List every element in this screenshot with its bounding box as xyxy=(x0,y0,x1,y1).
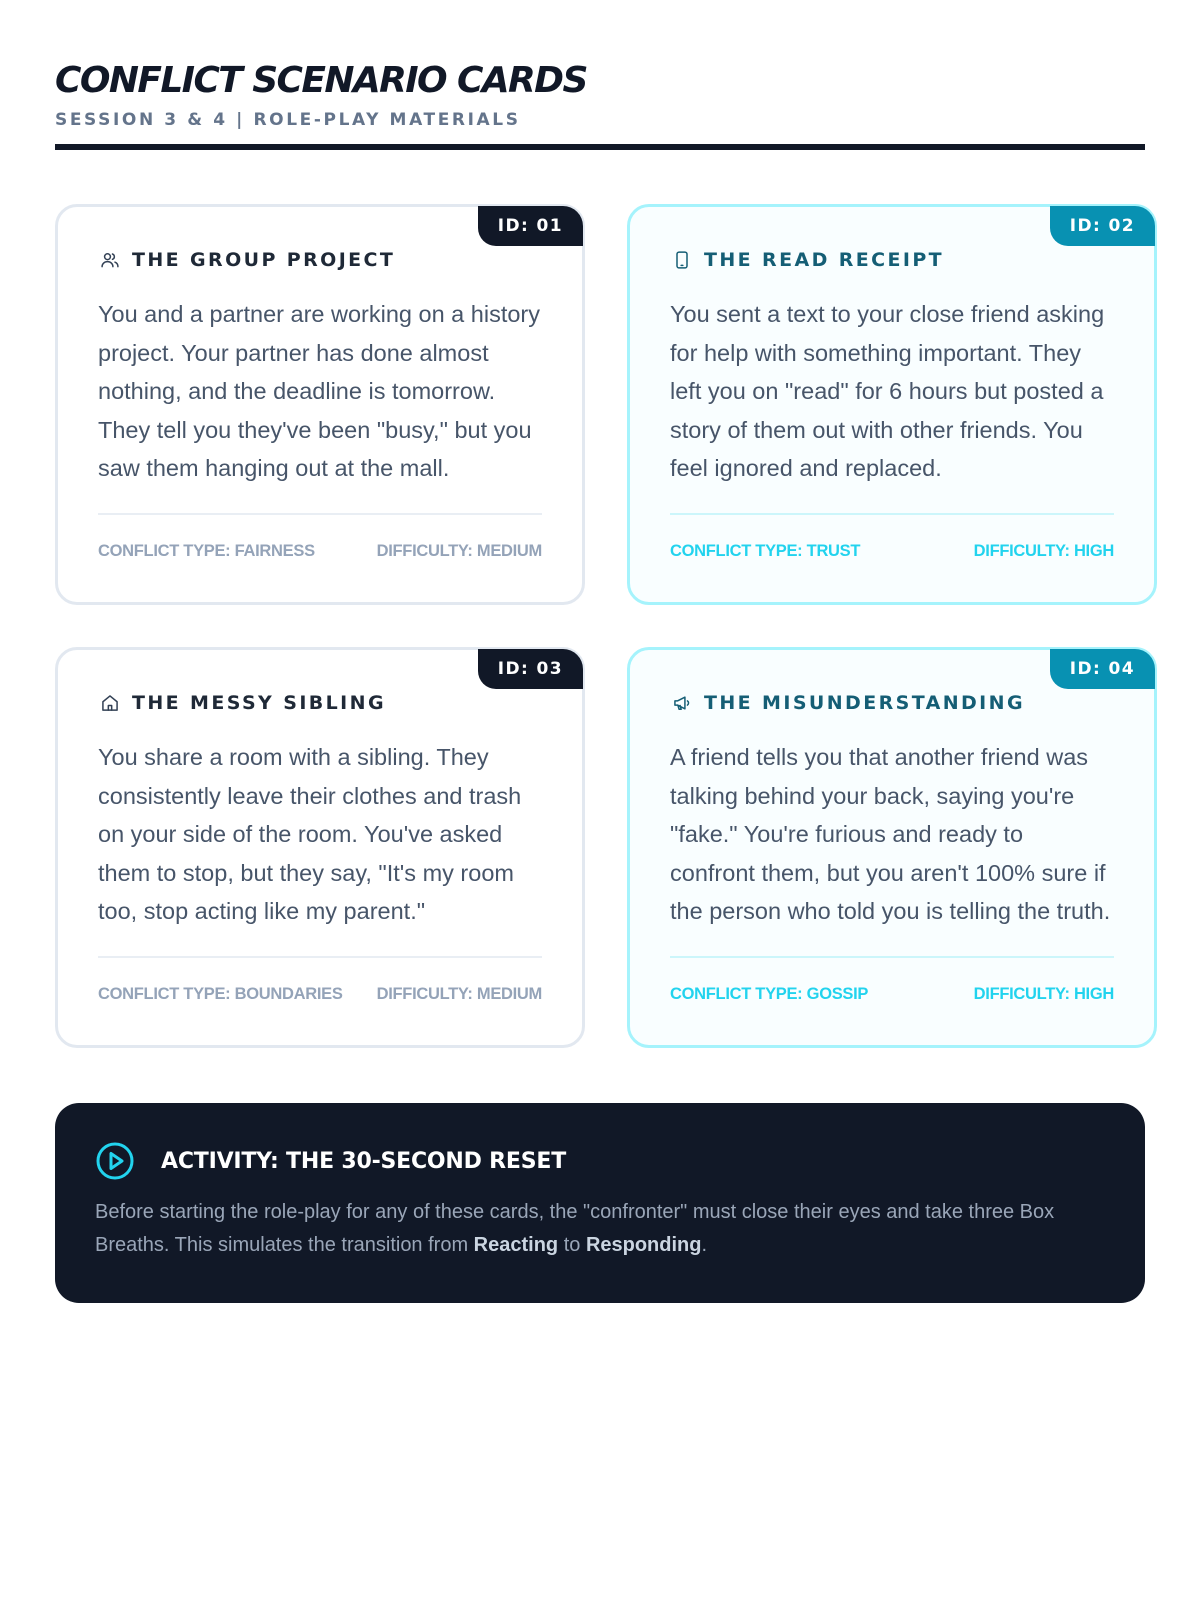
page-subtitle: SESSION 3 & 4 | ROLE-PLAY MATERIALS xyxy=(55,110,521,130)
activity-bold-term: Responding xyxy=(585,1234,702,1256)
card-footer xyxy=(670,956,1114,1004)
card-header xyxy=(98,243,542,277)
activity-text-part: Before starting the role-play for any of these cards, the "confronter" must close their eyes and take three Box Breaths. This simulates the transition from xyxy=(95,1201,1055,1256)
card-footer xyxy=(98,956,542,1004)
card-title: THE READ RECEIPT xyxy=(704,249,945,271)
activity-panel xyxy=(55,1103,1145,1303)
activity-description xyxy=(95,1196,1105,1262)
card-id-badge: ID: 03 xyxy=(478,649,583,689)
card-description: You sent a text to your close friend asking for help with something important. They left you on "read" for 6 hours but posted a story of them out with other friends. You feel ignored and replaced. xyxy=(670,301,1105,481)
card-title: THE GROUP PROJECT xyxy=(132,249,396,271)
conflict-type-label: CONFLICT TYPE: FAIRNESS xyxy=(98,542,315,560)
users-icon xyxy=(98,248,122,272)
activity-text-part: . xyxy=(701,1234,708,1256)
card-header xyxy=(670,686,1114,720)
activity-header xyxy=(95,1141,1105,1181)
activity-bold-term: Reacting xyxy=(473,1234,559,1256)
card-title: THE MESSY SIBLING xyxy=(132,692,386,714)
scenario-card xyxy=(627,647,1157,1048)
card-footer xyxy=(98,513,542,561)
home-icon xyxy=(98,691,122,715)
scenario-card xyxy=(627,204,1157,605)
card-description: You share a room with a sibling. They consistently leave their clothes and trash on your side of the room. You've asked them to stop, but they say, "It's my room too, stop acting like my parent." xyxy=(98,744,522,924)
card-header xyxy=(98,686,542,720)
card-id-badge: ID: 01 xyxy=(478,206,583,246)
play-circle-icon xyxy=(95,1141,135,1181)
page-title: CONFLICT SCENARIO CARDS xyxy=(55,60,587,101)
card-id-badge: ID: 02 xyxy=(1050,206,1155,246)
scenario-card-grid xyxy=(55,204,1145,1048)
header-divider xyxy=(55,144,1145,150)
megaphone-icon xyxy=(670,691,694,715)
card-footer xyxy=(670,513,1114,561)
difficulty-label: DIFFICULTY: HIGH xyxy=(973,985,1114,1003)
card-description: A friend tells you that another friend was talking behind your back, saying you're "fake." You're furious and ready to confront them, but you aren't 100% sure if the person who told you is telling the truth. xyxy=(670,744,1111,924)
card-id-badge: ID: 04 xyxy=(1050,649,1155,689)
card-description: You and a partner are working on a history project. Your partner has done almost nothing, and the deadline is tomorrow. They tell you they've been "busy," but you saw them hanging out at the mall. xyxy=(98,301,540,481)
scenario-card xyxy=(55,647,585,1048)
difficulty-label: DIFFICULTY: MEDIUM xyxy=(376,985,542,1003)
activity-title: ACTIVITY: THE 30-SECOND RESET xyxy=(161,1148,567,1174)
difficulty-label: DIFFICULTY: MEDIUM xyxy=(376,542,542,560)
conflict-type-label: CONFLICT TYPE: TRUST xyxy=(670,542,861,560)
conflict-type-label: CONFLICT TYPE: GOSSIP xyxy=(670,985,869,1003)
difficulty-label: DIFFICULTY: HIGH xyxy=(973,542,1114,560)
header xyxy=(55,0,1145,150)
conflict-type-label: CONFLICT TYPE: BOUNDARIES xyxy=(98,985,343,1003)
phone-icon xyxy=(670,248,694,272)
card-title: THE MISUNDERSTANDING xyxy=(704,692,1025,714)
activity-text-part: to xyxy=(558,1234,586,1256)
scenario-card xyxy=(55,204,585,605)
card-header xyxy=(670,243,1114,277)
